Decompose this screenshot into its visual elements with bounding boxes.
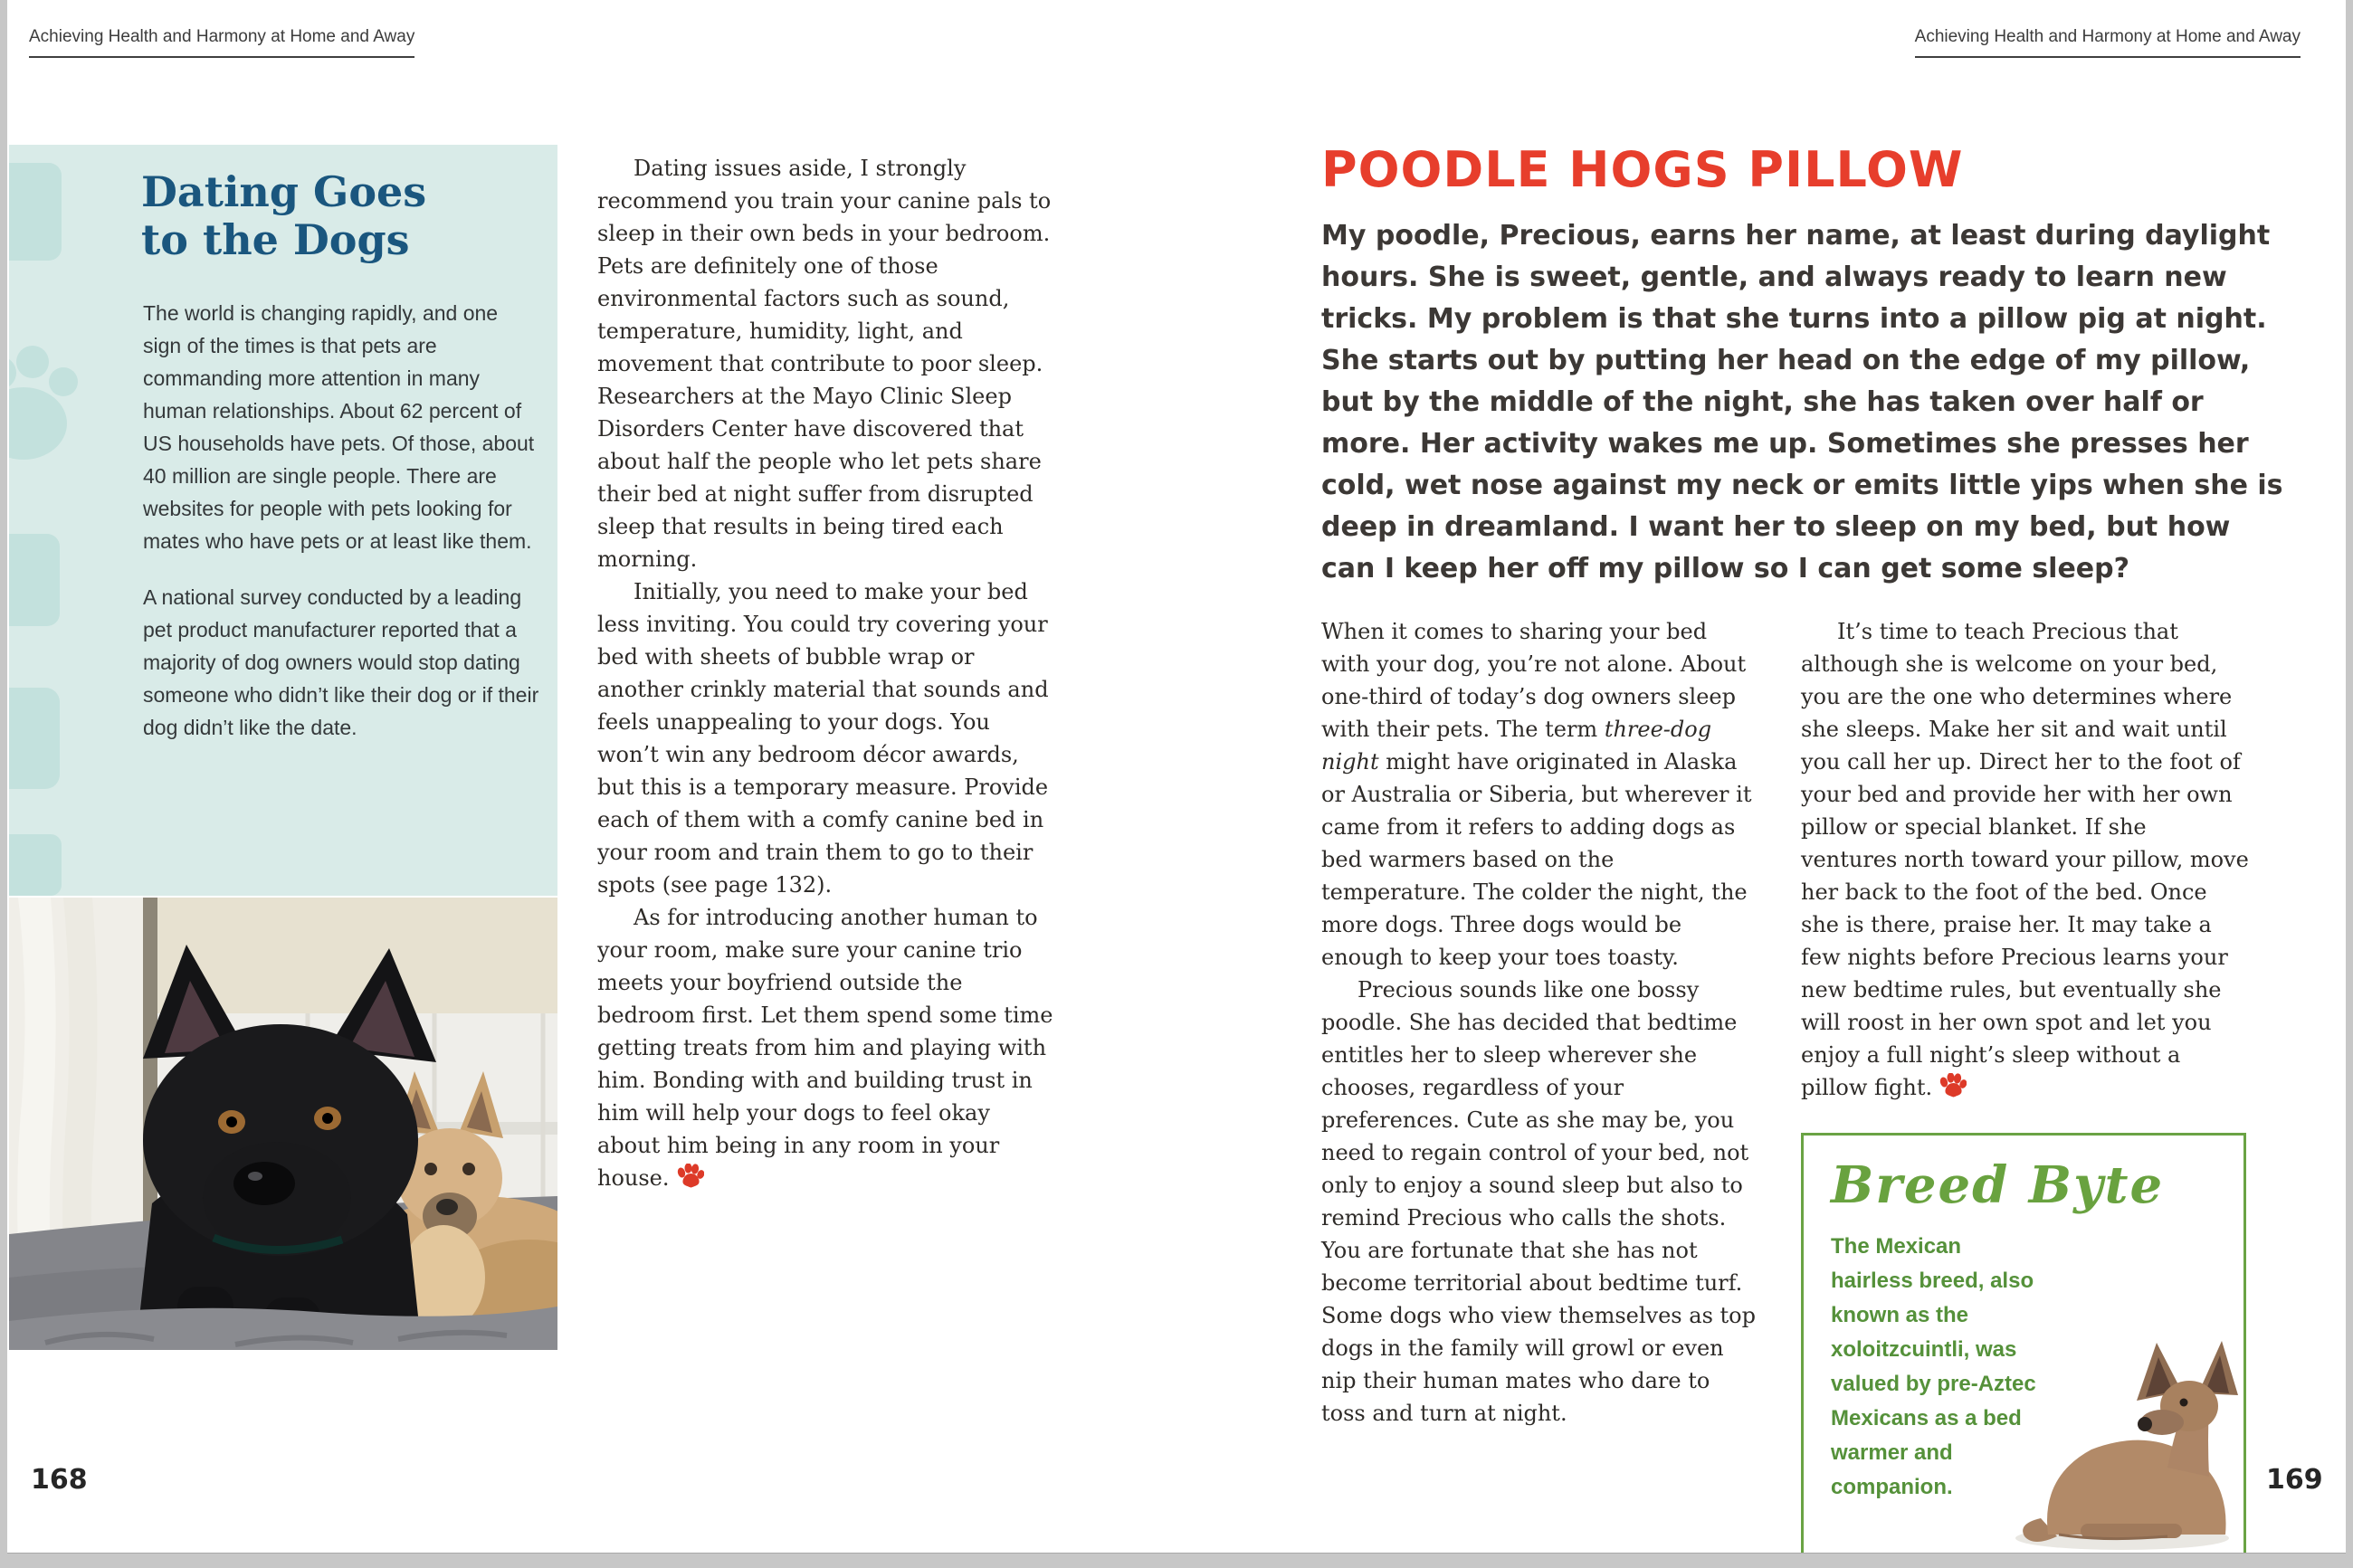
sidebar-body (143, 297, 541, 767)
xoloitzcuintli-dog-photo (2005, 1341, 2242, 1553)
left-running-header: Achieving Health and Harmony at Home and Away (29, 27, 414, 58)
answer-column-1 (1321, 615, 1760, 1430)
answer-paragraph (1801, 615, 2249, 1104)
left-page-body-column (597, 152, 1054, 1194)
answer-text: might have originated in Alaska or Australia or Siberia, but wherever it came from it refers to adding dogs as bed warmers based on the temperature. The colder the night, the more dogs. Three dogs would be enough to keep your toes toasty. (1321, 749, 1752, 970)
sidebar-paragraph-2: A national survey conducted by a leading pet product manufacturer reported that a majority of dog owners would stop dating someone who didn’t like their dog or if their dog didn’t like the date. (143, 585, 539, 739)
answer-text: When it comes to sharing your bed with your dog, you’re not alone. About one-third of today’s dog owners sleep with their pets. The term (1321, 619, 1747, 742)
question-text: My poodle, Precious, earns her name, at least during daylight hours. She is sweet, gentle, and always ready to learn new tricks. My problem is that she turns into a pillow pig at night. She starts out by putting her head on the edge of my pillow, but by the middle of the night, she has taken over half or more. Her activity wakes me up. Sometimes she presses her cold, wet nose against my neck or emits little yips when she is deep in dreamland. I want her to sleep on my bed, but how can I keep her off my pillow so I can get some sleep? (1321, 220, 2283, 584)
sidebar-title-line2: to the Dogs (141, 215, 410, 264)
italic-term-three-dog-night: three-dog night (1321, 717, 1712, 774)
breed-byte-title: Breed Byte (1831, 1155, 2165, 1215)
article-title: POODLE HOGS PILLOW (1321, 141, 1964, 198)
paw-print-icon (677, 1164, 704, 1189)
breed-byte-body: The Mexican hairless breed, also known as the xoloitzcuintli, was valued by pre-Aztec Mexicans as a bed warmer and companion. (1831, 1234, 2036, 1499)
body-paragraph: Dating issues aside, I strongly recommend you train your canine pals to sleep in their own beds in your bedroom. Pets are definitely one of those environmental factors such as sound, temperature, humidity, light, and movement that contribute to poor sleep. Researchers at the Mayo Clinic Sleep Disorders Center have discovered that about half the people who let pets share their bed at night suffer from disrupted sleep that results in being tired each morning. (597, 156, 1052, 572)
right-running-header: Achieving Health and Harmony at Home and Away (1915, 27, 2301, 58)
two-dogs-on-bed-photo (9, 898, 557, 1350)
answer-paragraph (1321, 615, 1760, 974)
sidebar-dating-goes-to-the-dogs (9, 145, 557, 896)
body-paragraph (597, 901, 1054, 1194)
sidebar-title (141, 168, 426, 264)
sidebar-title-line1: Dating Goes (141, 167, 427, 216)
answer-text: It’s time to teach Precious that although she is welcome on your bed, you are the one who determines where she sleeps. Make her sit and wait until you call her up. Direct her to the foot of your bed and provide her with her own pillow or special blanket. If she ventures north toward your pillow, move her back to the foot of the bed. Once she is there, praise her. It may take a few nights before Precious learns your new bedtime rules, but eventually she will roost in her own spot and let you enjoy a full night’s sleep without a pillow fight. (1801, 619, 2249, 1100)
answer-paragraph: Precious sounds like one bossy poodle. She has decided that bedtime entitles her to sleep wherever she chooses, regardless of your preferences. Cute as she may be, you need to regain control of your bed, not only to enjoy a sound sleep but also to remind Precious who calls the shots. You are fortunate that she has not become territorial about bedtime turf. Some dogs who view themselves as top dogs in the family will growl or even nip their human mates who dare to toss and turn at night. (1321, 977, 1756, 1426)
book-spread (7, 0, 2346, 1554)
body-paragraph-text: As for introducing another human to your room, make sure your canine trio meets your boyfriend outside the bedroom first. Let them spend some time getting treats from him and playing with him. Bonding with and building trust in him will help your dogs to feel okay about him being in any room in your house. (597, 905, 1053, 1191)
breed-byte-box (1801, 1133, 2246, 1553)
sidebar-paragraph-1: The world is changing rapidly, and one sign of the times is that pets are commanding more attention in many human relationships. About 62 percent of US households have pets. Of those, about 40 million are single people. There are websites for people with pets looking for mates who have pets or at least like them. (143, 301, 535, 553)
paw-print-icon (1939, 1073, 1967, 1098)
page-number-right: 169 (2266, 1464, 2323, 1496)
paw-collage-decoration (9, 145, 127, 896)
answer-column-2 (1801, 615, 2249, 1104)
body-paragraph: Initially, you need to make your bed less inviting. You could try covering your bed with sheets of bubble wrap or another crinkly material that sounds and feels unappealing to your dogs. You won’t win any bedroom décor awards, but this is a temporary measure. Provide each of them with a comfy canine bed in your room and train them to go to their spots (see page 132). (597, 579, 1049, 898)
page-number-left: 168 (31, 1464, 88, 1496)
